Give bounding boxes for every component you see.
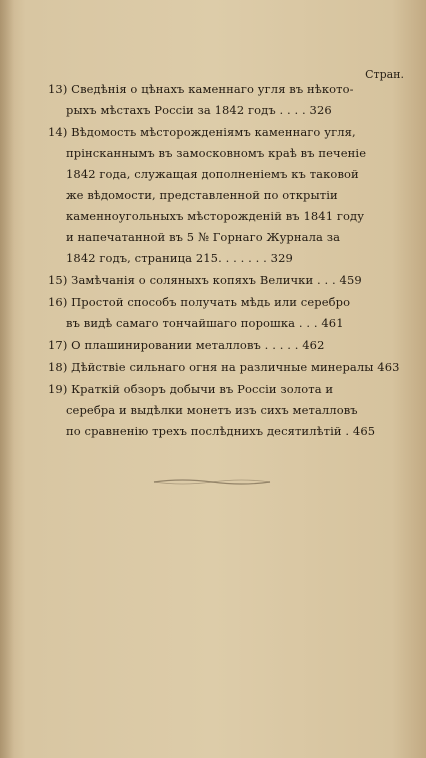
toc-entry-14-line-1: 14) Вѣдомость мѣсторожденіямъ каменнаго угля, (48, 125, 356, 139)
page-column-label: Стран. (365, 68, 404, 81)
toc-entry-19-line-3: по сравненію трехъ послѣднихъ десятилѣтій . 465 (66, 424, 376, 438)
page-gutter-shadow (0, 0, 14, 758)
toc-entry-19-line-2: серебра и выдѣлки монетъ изъ сихъ металловъ (66, 403, 358, 417)
toc-entry-14-line-2: прінсканнымъ въ замосковномъ краѣ въ печеніе (66, 146, 367, 160)
toc-entry-14-line-7: 1842 годъ, страница 215. . . . . . . 329 (66, 251, 293, 265)
toc-entry-13-line-2: рыхъ мѣстахъ Россіи за 1842 годъ . . . . 326 (66, 103, 332, 117)
toc-entry-19-line-1: 19) Краткій обзоръ добычи въ Россіи золота и (48, 382, 334, 396)
toc-entry-17: 17) О плашинировании металловъ . . . . . 462 (48, 338, 325, 352)
toc-entry-13-line-1: 13) Сведѣнія о цѣнахъ каменнаго угля въ нѣкото- (48, 82, 354, 96)
toc-entry-18: 18) Дѣйствіе сильнаго огня на различные минералы 463 (48, 360, 400, 374)
toc-entry-15: 15) Замѣчанія о соляныхъ копяхъ Велички . . . 459 (48, 273, 362, 287)
toc-entry-16-line-2: въ видѣ самаго тончайшаго порошка . . . 461 (66, 316, 344, 330)
toc-entry-14-line-6: и напечатанной въ 5 № Горнаго Журнала за (66, 230, 341, 244)
toc-entry-14-line-4: же вѣдомости, представленной по открытіи (66, 188, 338, 202)
bleed-through-ornament (152, 477, 272, 487)
toc-entry-14-line-5: каменноугольныхъ мѣсторожденій въ 1841 году (66, 209, 365, 223)
toc-entry-14-line-3: 1842 года, служащая дополненіемъ къ таковой (66, 167, 359, 181)
toc-entry-16-line-1: 16) Простой способъ получать мѣдь или серебро (48, 295, 351, 309)
